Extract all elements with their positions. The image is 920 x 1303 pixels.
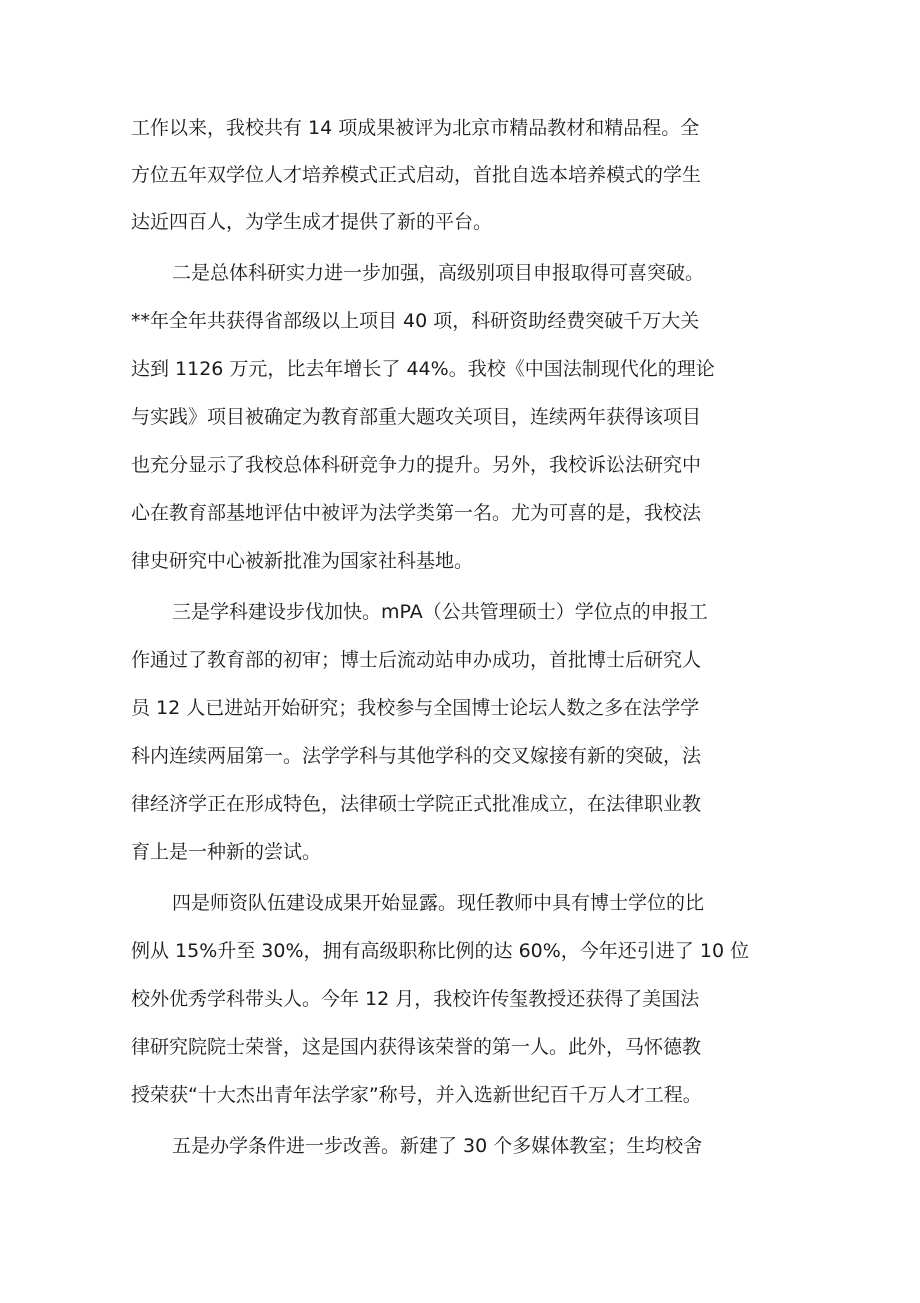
text-line: 律史研究中心被新批准为国家社科基地。 <box>131 550 474 572</box>
text-line: 律经济学正在形成特色，法律硕士学院正式批准成立，在法律职业教 <box>131 793 702 815</box>
text-line: 达到 1126 万元，比去年增长了 44%。我校《中国法制现代化的理论 <box>131 358 715 380</box>
paragraph-start-line: 三是学科建设步伐加快。mPA（公共管理硕士）学位点的申报工 <box>172 601 708 623</box>
text-line: 心在教育部基地评估中被评为法学类第一名。尤为可喜的是，我校法 <box>131 502 702 524</box>
text-line: 达近四百人，为学生成才提供了新的平台。 <box>131 211 493 233</box>
text-line: 员 12 人已进站开始研究；我校参与全国博士论坛人数之多在法学学 <box>131 697 700 719</box>
text-line: 校外优秀学科带头人。今年 12 月，我校许传玺教授还获得了美国法 <box>131 988 700 1010</box>
paragraph-start-line: 二是总体科研实力进一步加强，高级别项目申报取得可喜突破。 <box>172 262 705 284</box>
text-line: 科内连续两届第一。法学学科与其他学科的交叉嫁接有新的突破，法 <box>131 745 702 767</box>
paragraph-start-line: 五是办学条件进一步改善。新建了 30 个多媒体教室；生均校舍 <box>172 1135 703 1157</box>
text-line: 育上是一种新的尝试。 <box>131 841 322 863</box>
text-line: **年全年共获得省部级以上项目 40 项，科研资助经费突破千万大关 <box>131 310 700 332</box>
paragraph-start-line: 四是师资队伍建设成果开始显露。现任教师中具有博士学位的比 <box>172 892 705 914</box>
text-line: 律研究院院士荣誉，这是国内获得该荣誉的第一人。此外，马怀德教 <box>131 1036 702 1058</box>
text-line: 方位五年双学位人才培养模式正式启动，首批自选本培养模式的学生 <box>131 164 702 186</box>
text-line: 工作以来，我校共有 14 项成果被评为北京市精品教材和精品程。全 <box>131 117 700 139</box>
text-line: 授荣获“十大杰出青年法学家”称号，并入选新世纪百千万人才工程。 <box>131 1084 702 1106</box>
text-line: 与实践》项目被确定为教育部重大题攻关项目，连续两年获得该项目 <box>131 406 702 428</box>
text-line: 作通过了教育部的初审；博士后流动站申办成功，首批博士后研究人 <box>131 649 702 671</box>
text-line: 例从 15%升至 30%，拥有高级职称比例的达 60%，今年还引进了 10 位 <box>131 940 750 962</box>
text-line: 也充分显示了我校总体科研竞争力的提升。另外，我校诉讼法研究中 <box>131 454 702 476</box>
